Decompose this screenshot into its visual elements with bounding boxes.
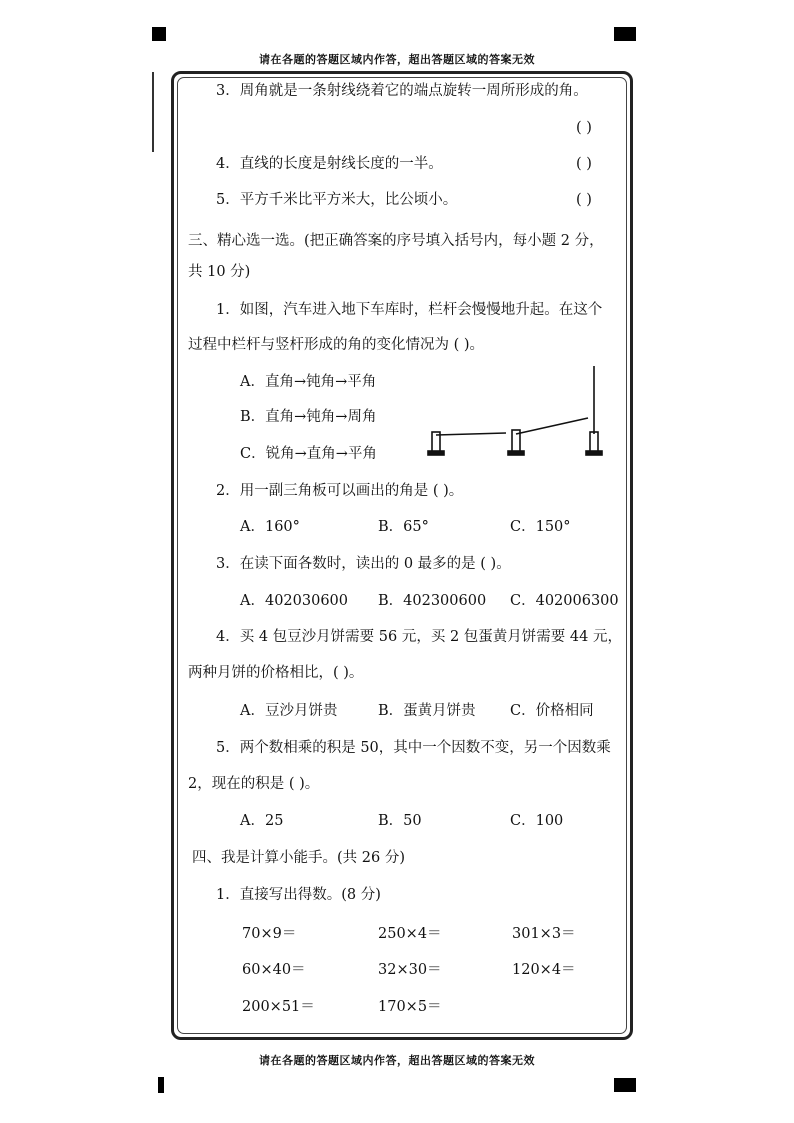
q3-option-a[interactable]: A．402030600 xyxy=(240,593,348,609)
q4-option-a[interactable]: A．豆沙月饼贵 xyxy=(240,703,338,719)
registration-mark-top-right xyxy=(614,27,636,41)
q4-option-c[interactable]: C．价格相同 xyxy=(510,703,594,719)
section-3-heading-cont: 共 10 分) xyxy=(188,264,251,280)
judge-item-5-answer-paren[interactable]: ( ) xyxy=(576,192,592,208)
calc-item[interactable]: 250×4＝ xyxy=(378,926,442,942)
calc-item[interactable]: 32×30＝ xyxy=(378,962,442,978)
calc-item[interactable]: 200×51＝ xyxy=(242,999,315,1015)
answer-area-notice-top: 请在各题的答题区域内作答，超出答题区域的答案无效 xyxy=(259,53,535,66)
registration-mark-bottom-left xyxy=(158,1077,164,1093)
calc-item[interactable]: 60×40＝ xyxy=(242,962,306,978)
q4-option-b[interactable]: B．蛋黄月饼贵 xyxy=(378,703,476,719)
section-4-sub-1: 1．直接写出得数。(8 分) xyxy=(216,887,381,903)
q5-option-b[interactable]: B．50 xyxy=(378,813,422,829)
q5-option-c[interactable]: C．100 xyxy=(510,813,564,829)
section-3-heading: 三、精心选一选。(把正确答案的序号填入括号内，每小题 2 分， xyxy=(188,233,604,249)
q5-option-a[interactable]: A．25 xyxy=(240,813,284,829)
scan-edge-line xyxy=(152,72,154,152)
calc-item[interactable]: 301×3＝ xyxy=(512,926,576,942)
q3-stem: 3．在读下面各数时，读出的 0 最多的是 ( )。 xyxy=(216,556,511,572)
q3-option-c[interactable]: C．402006300 xyxy=(510,593,619,609)
section-4-heading: 四、我是计算小能手。(共 26 分) xyxy=(192,850,405,866)
registration-mark-top-left xyxy=(152,27,166,41)
q1-option-a[interactable]: A．直角→钝角→平角 xyxy=(240,374,377,390)
q1-option-c[interactable]: C．锐角→直角→平角 xyxy=(240,446,377,462)
q5-stem-cont: 2，现在的积是 ( )。 xyxy=(188,776,320,792)
judge-item-5: 5．平方千米比平方米大，比公顷小。 xyxy=(216,192,458,208)
answer-area-notice-bottom: 请在各题的答题区域内作答，超出答题区域的答案无效 xyxy=(259,1054,535,1067)
q2-option-a[interactable]: A．160° xyxy=(240,519,300,535)
q4-stem-cont: 两种月饼的价格相比，( )。 xyxy=(188,665,364,681)
registration-mark-bottom-right xyxy=(614,1078,636,1092)
q2-option-b[interactable]: B．65° xyxy=(378,519,429,535)
q1-option-b[interactable]: B．直角→钝角→周角 xyxy=(240,409,377,425)
judge-item-4: 4．直线的长度是射线长度的一半。 xyxy=(216,156,443,172)
q3-option-b[interactable]: B．402300600 xyxy=(378,593,487,609)
q5-stem: 5．两个数相乘的积是 50，其中一个因数不变，另一个因数乘 xyxy=(216,740,611,756)
q2-stem: 2．用一副三角板可以画出的角是 ( )。 xyxy=(216,483,464,499)
judge-item-4-answer-paren[interactable]: ( ) xyxy=(576,156,592,172)
q2-option-c[interactable]: C．150° xyxy=(510,519,571,535)
calc-item[interactable]: 170×5＝ xyxy=(378,999,442,1015)
calc-item[interactable]: 120×4＝ xyxy=(512,962,576,978)
judge-item-3: 3．周角就是一条射线绕着它的端点旋转一周所形成的角。 xyxy=(216,83,588,99)
barrier-gate-figure xyxy=(420,362,610,462)
calc-item[interactable]: 70×9＝ xyxy=(242,926,297,942)
judge-item-3-answer-paren[interactable]: ( ) xyxy=(576,120,592,136)
q4-stem: 4．买 4 包豆沙月饼需要 56 元，买 2 包蛋黄月饼需要 44 元， xyxy=(216,629,622,645)
q1-stem-cont: 过程中栏杆与竖杆形成的角的变化情况为 ( )。 xyxy=(188,337,485,353)
q1-stem: 1．如图，汽车进入地下车库时，栏杆会慢慢地升起。在这个 xyxy=(216,302,603,318)
